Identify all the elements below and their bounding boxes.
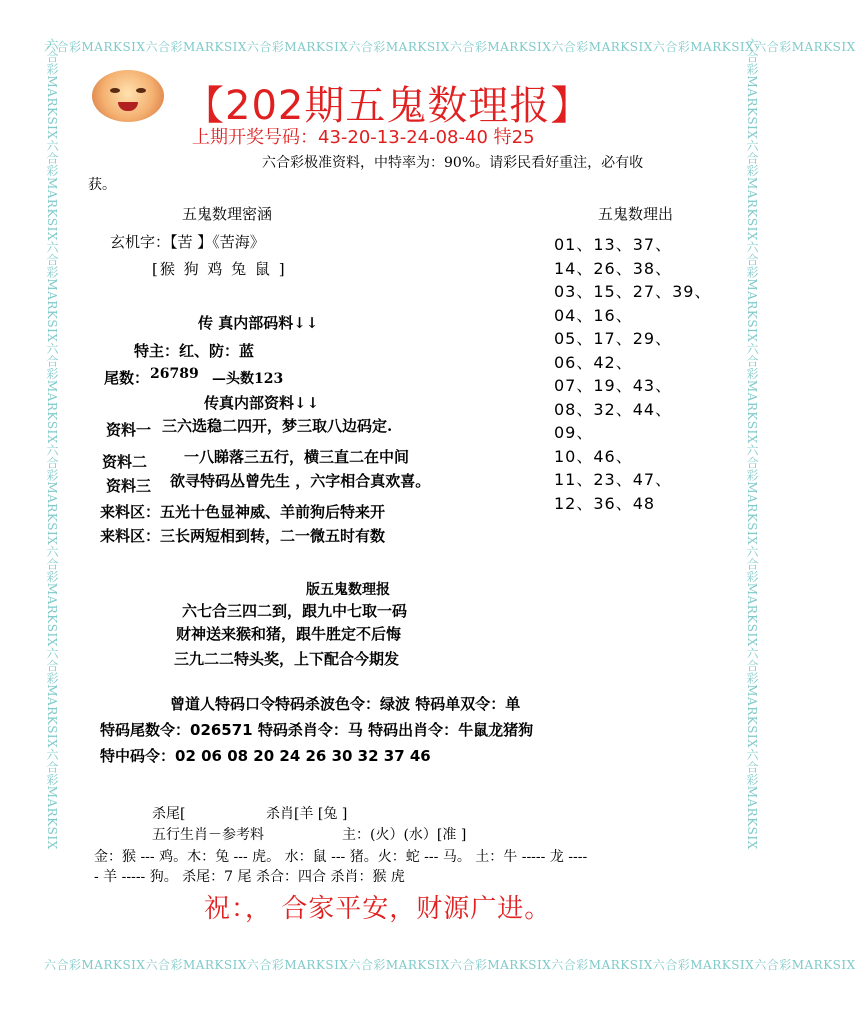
- wei-value: 26789: [150, 366, 199, 382]
- shaxiao-line: 杀肖[羊 [兔 ]: [266, 806, 348, 822]
- ziliao2-label: 资料二: [102, 453, 148, 471]
- te-zhu-line: 特主：红、防：蓝: [134, 342, 255, 360]
- laoliao-line1: 来料区：五光十色显神威、羊前狗后特来开: [100, 503, 386, 521]
- number-row: 03、15、27、39、: [554, 282, 712, 301]
- order-line2: 特码尾数令：026571 特码杀肖令：马 特码出肖令：牛鼠龙猪狗: [100, 721, 534, 739]
- number-row: 10、46、: [554, 446, 633, 466]
- ziliao2-text: 一八睇落三五行，横三直二在中间: [184, 448, 410, 466]
- order-line3: 特中码令：02 06 08 20 24 26 30 32 37 46: [100, 747, 431, 765]
- last-draw-numbers: 上期开奖号码：43-20-13-24-08-40 特25: [192, 127, 535, 148]
- blessing-text: 祝：， 合家平安，财源广进。: [204, 894, 552, 924]
- right-heading: 五鬼数理出: [598, 205, 674, 223]
- tou-line: —头数123: [212, 371, 284, 387]
- poem-line2: 财神送来猴和猪，跟牛胜定不后悔: [176, 625, 402, 643]
- order-line1: 曾道人特码口令特码杀波色令：绿波 特码单双令：单: [170, 695, 521, 713]
- wuxing-line: 五行生肖－参考料: [152, 827, 264, 843]
- poem-heading: 版五鬼数理报: [306, 582, 390, 598]
- ziliao3-label: 资料三: [106, 477, 152, 495]
- ziliao3-text: 欲寻特码丛曾先生 ，六字相合真欢喜。: [170, 472, 431, 490]
- number-row: 12、36、48: [554, 493, 656, 513]
- number-row: 01、13、37、: [554, 235, 673, 254]
- laoliao-line2: 来料区：三长两短相到转，二一微五时有数: [100, 527, 386, 545]
- top-watermark-border: 六合彩MARKSIX六合彩MARKSIX六合彩MARKSIX六合彩MARKSIX六合彩MARKSIX六合彩MARKSIX六合彩MARKSIX六合彩MARKSIX: [44, 40, 856, 54]
- number-row: 06、42、: [554, 352, 633, 372]
- intro-text-line1: 六合彩极准资料，中特率为：90%。请彩民看好重注，必有收: [262, 155, 644, 171]
- number-row: 08、32、44、: [554, 399, 673, 419]
- poem-line1: 六七合三四二到，跟九中七取一码: [182, 602, 408, 620]
- wei-label: 尾数：: [104, 369, 150, 387]
- zodiac-line: [猴 狗 鸡 兔 鼠 ]: [152, 260, 287, 278]
- zhu-line: 主：(火）(水）[准 ]: [342, 827, 467, 843]
- smiling-face-logo: [92, 70, 164, 122]
- xuanji-line: 玄机字：【苦 】《苦海》: [110, 233, 265, 251]
- number-row: 09、: [554, 423, 594, 442]
- number-row: 14、26、38、: [554, 258, 673, 278]
- number-row: 05、17、29、: [554, 329, 673, 348]
- number-row: 11、23、47、: [554, 470, 673, 489]
- wuxing-detail-line: 金：猴 --- 鸡。木：兔 --- 虎。 水：鼠 --- 猪。火：蛇 --- 马。 土：牛 ----- 龙 ----: [94, 849, 588, 865]
- bottom-watermark-border: 六合彩MARKSIX六合彩MARKSIX六合彩MARKSIX六合彩MARKSIX六合彩MARKSIX六合彩MARKSIX六合彩MARKSIX六合彩MARKSIX: [44, 958, 856, 972]
- right-watermark-border: 六合彩MARKSIX六合彩MARKSIX六合彩MARKSIX六合彩MARKSIX六合彩MARKSIX六合彩MARKSIX六合彩MARKSIX六合彩MARKSIX: [745, 38, 759, 850]
- poem-line3: 三九二二特头奖，上下配合今期发: [174, 650, 400, 668]
- ziliao1-label: 资料一: [106, 421, 152, 439]
- page-title: 【202期五鬼数理报】: [184, 83, 592, 129]
- intro-text-line2: 获。: [88, 177, 116, 193]
- number-row: 04、16、: [554, 305, 633, 325]
- fax-heading: 传 真内部码料↓↓: [198, 314, 319, 332]
- fax-heading-2: 传真内部资料↓↓: [204, 394, 320, 412]
- kill-summary-line: - 羊 ----- 狗。 杀尾：7 尾 杀合：四合 杀肖：猴 虎: [94, 869, 405, 885]
- left-heading: 五鬼数理密涵: [182, 205, 273, 223]
- shawei-line: 杀尾[: [152, 806, 186, 822]
- left-watermark-border: 六合彩MARKSIX六合彩MARKSIX六合彩MARKSIX六合彩MARKSIX六合彩MARKSIX六合彩MARKSIX六合彩MARKSIX六合彩MARKSIX: [45, 38, 59, 850]
- ziliao1-text: 三六选稳二四开，梦三取八边码定.: [162, 417, 393, 435]
- number-row: 07、19、43、: [554, 376, 673, 395]
